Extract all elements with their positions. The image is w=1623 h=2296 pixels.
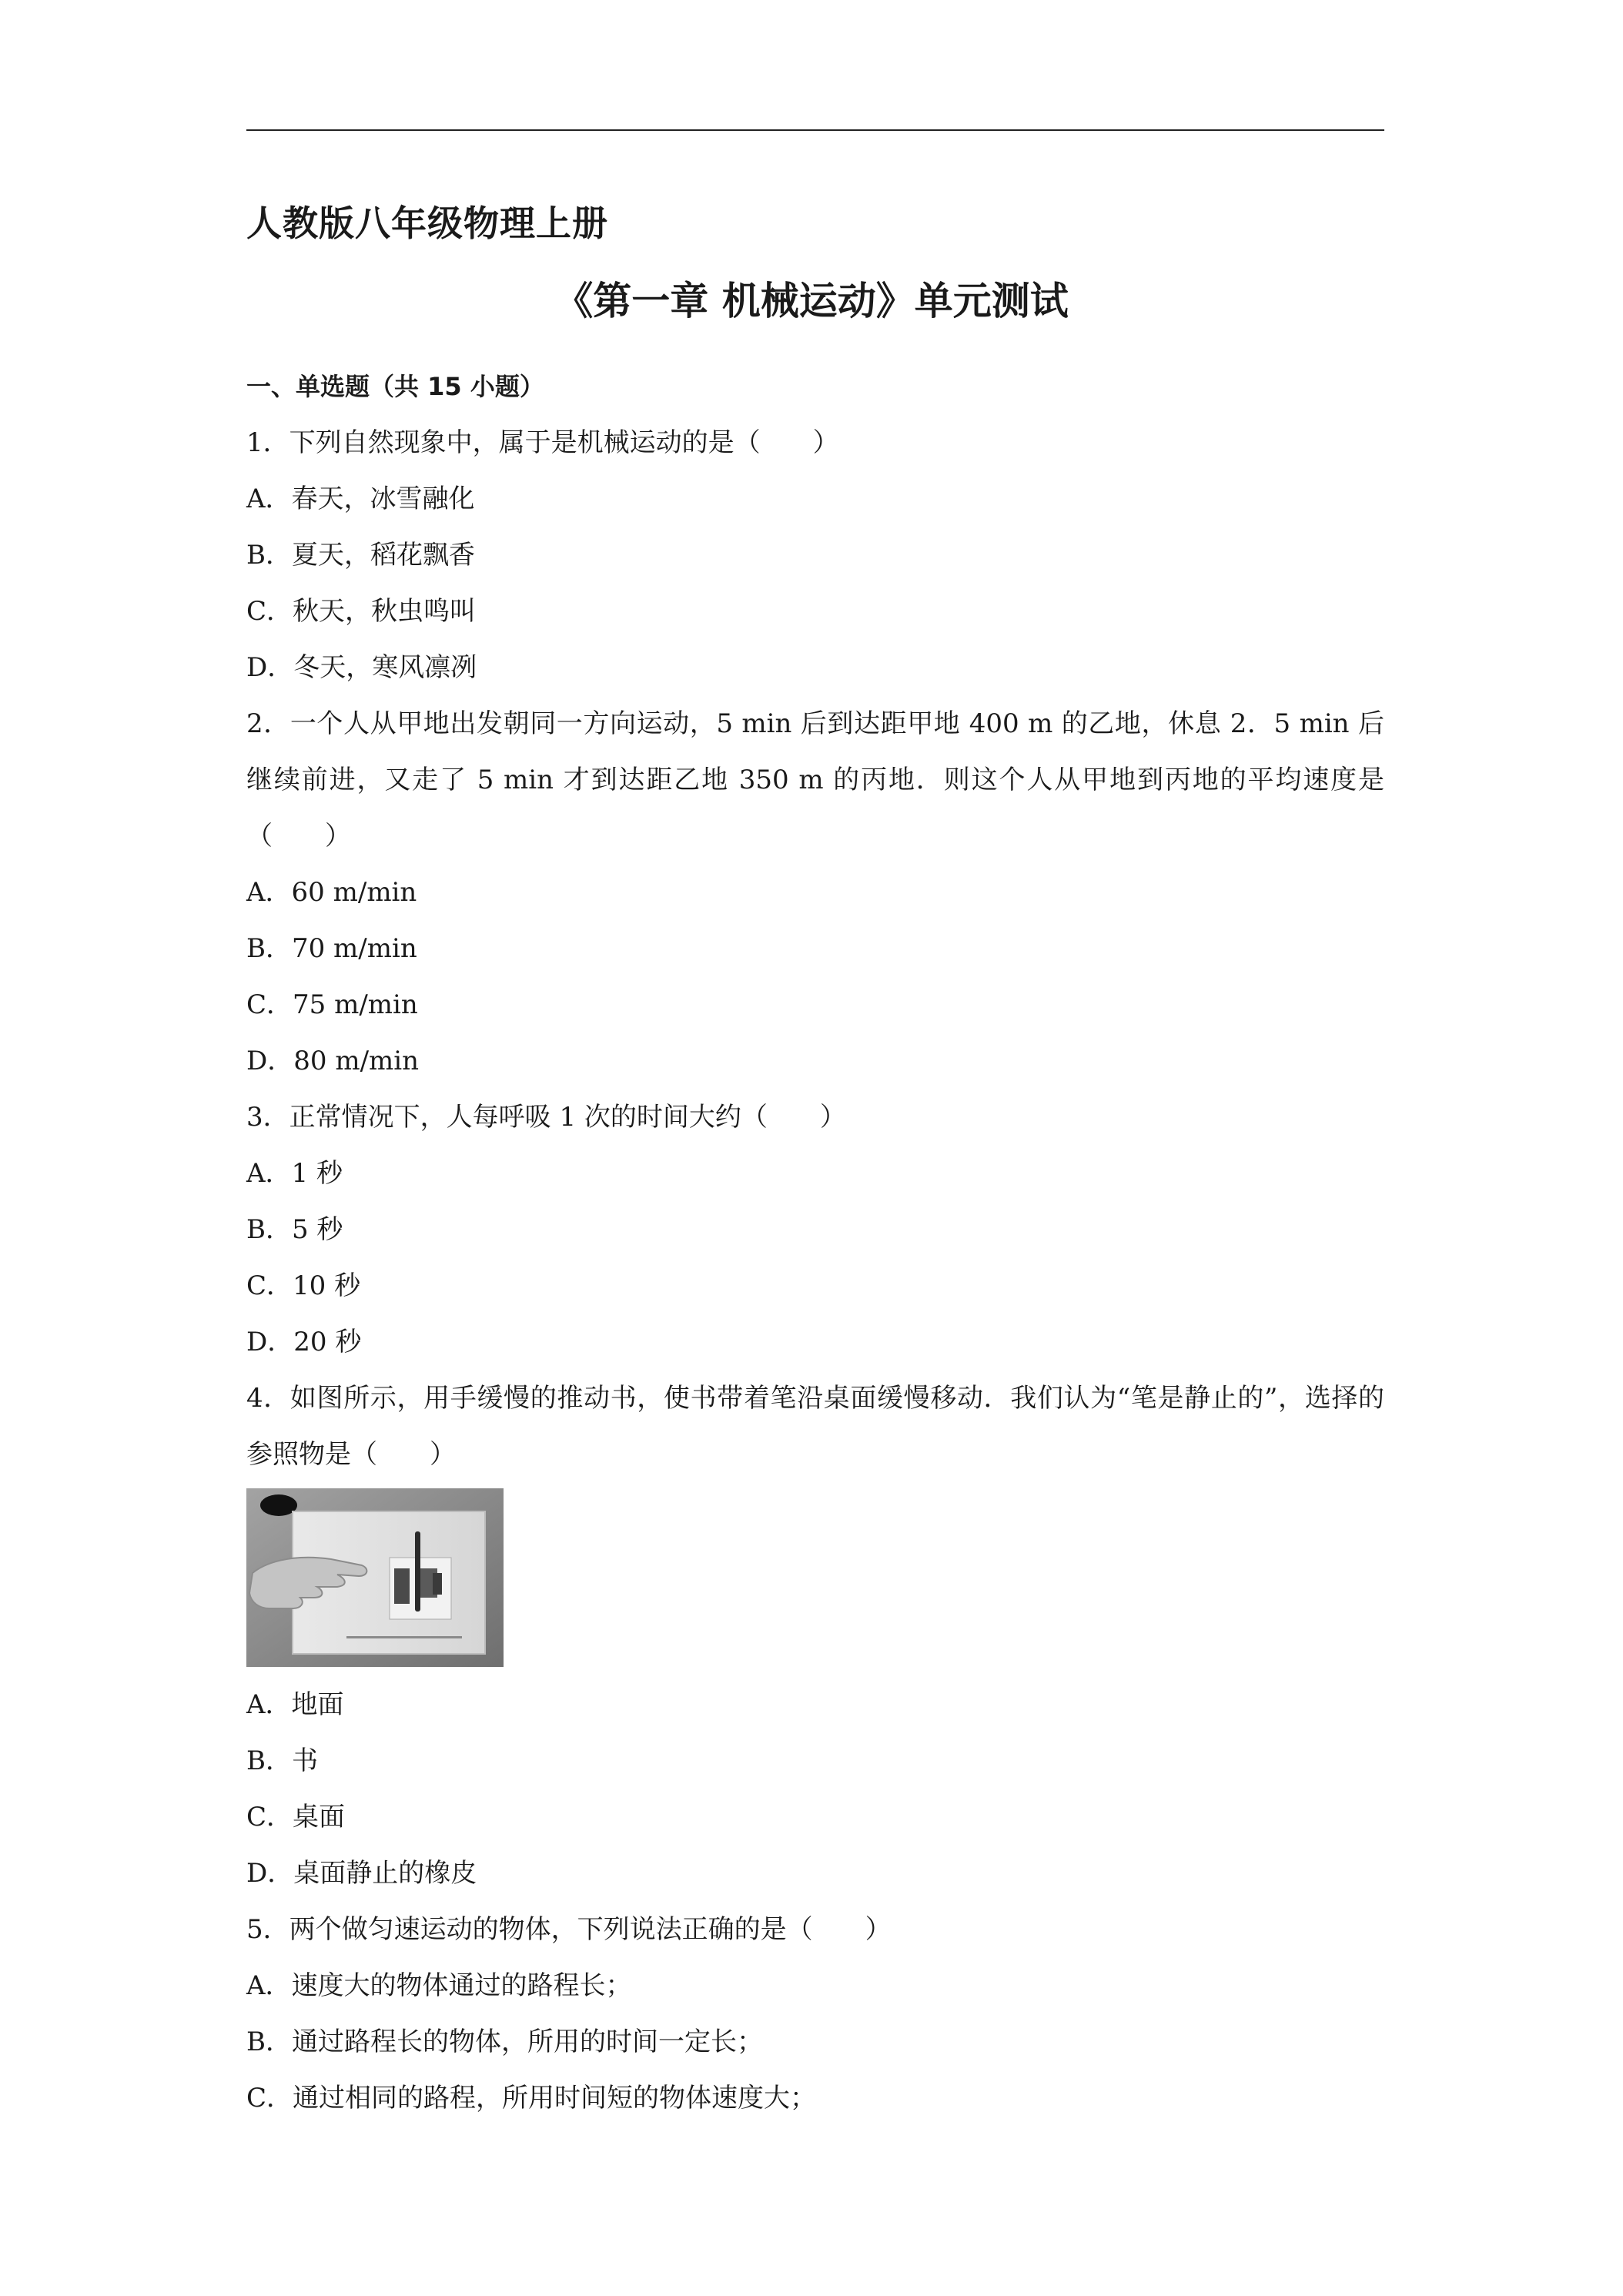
option-a: A．1 秒 [246,1158,343,1189]
option-c: C．桌面 [246,1802,346,1832]
question-1 [246,415,1384,696]
question-5 [246,1902,1384,2127]
question-stem: 5．两个做匀速运动的物体，下列说法正确的是（ ） [246,1914,892,1945]
option-b: B．夏天，稻花飘香 [246,540,475,571]
section-heading: 一、单选题（共 15 小题） [246,372,544,401]
option-d: D．冬天，寒风凛冽 [246,652,477,683]
option-c: C．秋天，秋虫鸣叫 [246,596,477,627]
question-4 [246,1371,1384,1902]
option-a: A．春天，冰雪融化 [246,484,475,514]
option-a: A．地面 [246,1689,344,1720]
book-pen-photo [246,1488,504,1667]
option-a: A．60 m/min [246,877,417,908]
question-3 [246,1089,1384,1371]
document-title: 人教版八年级物理上册 [246,202,608,244]
option-b: B．书 [246,1745,318,1776]
option-c: C．通过相同的路程，所用时间短的物体速度大； [246,2083,817,2114]
question-stem: 2．一个人从甲地出发朝同一方向运动，5 min 后到达距甲地 400 m 的乙地，休息 2．5 min 后继续前进，又走了 5 min 才到达距乙地 350 m 的丙地．则这个人从甲地到丙地的平均速度是（ ） [246,708,1384,852]
option-c: C．10 秒 [246,1270,361,1301]
option-d: D．80 m/min [246,1046,420,1076]
document-subtitle: 《第一章 机械运动》单元测试 [554,279,1069,323]
question-stem: 4．如图所示，用手缓慢的推动书，使书带着笔沿桌面缓慢移动．我们认为“笔是静止的”，选择的参照物是（ ） [246,1383,1384,1470]
question-stem: 3．正常情况下，人每呼吸 1 次的时间大约（ ） [246,1102,846,1133]
option-b: B．通过路程长的物体，所用的时间一定长； [246,2027,763,2057]
question-stem: 1．下列自然现象中，属于是机械运动的是（ ） [246,427,839,458]
header-rule [246,129,1384,131]
option-d: D．20 秒 [246,1327,362,1357]
question-list [246,359,1384,2127]
option-a: A．速度大的物体通过的路程长； [246,1970,632,2001]
option-b: B．70 m/min [246,933,417,964]
question-2 [246,696,1384,1089]
option-c: C．75 m/min [246,989,418,1020]
option-d: D．桌面静止的橡皮 [246,1858,477,1889]
option-b: B．5 秒 [246,1214,343,1245]
